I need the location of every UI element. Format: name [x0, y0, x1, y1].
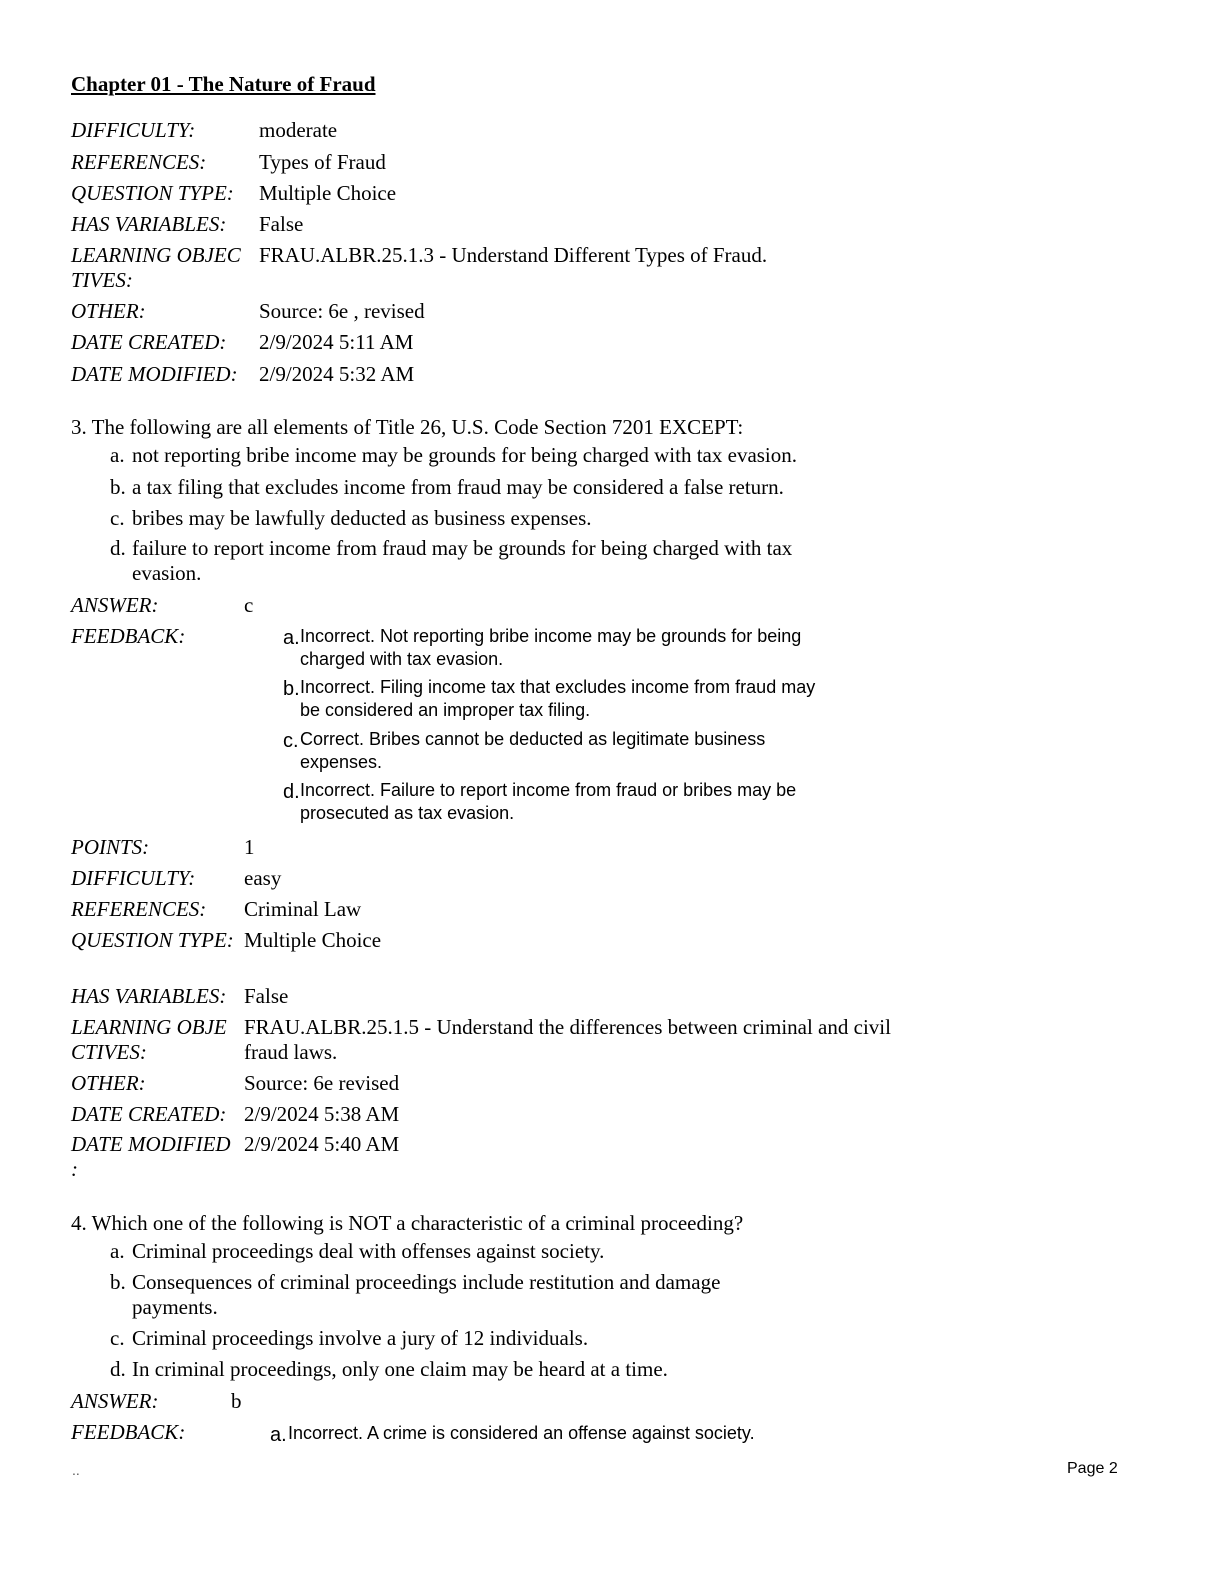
q3-answer-value: c: [244, 593, 254, 617]
q4-option-b-letter: b.: [110, 1270, 126, 1294]
date-created-label: DATE CREATED:: [71, 330, 227, 354]
q3-feedback-c-line1: Correct. Bribes cannot be deducted as legitimate business: [300, 729, 766, 749]
learning-objectives-label-line2: TIVES:: [71, 268, 133, 292]
q3-date-modified-label-line2: :: [71, 1157, 78, 1181]
q3-feedback-a-line1: Incorrect. Not reporting bribe income may be grounds for being: [300, 626, 802, 646]
has-variables-label: HAS VARIABLES:: [71, 212, 227, 236]
q3-option-d-text-line1: failure to report income from fraud may be grounds for being charged with tax: [132, 536, 793, 560]
q4-answer-value: b: [231, 1389, 242, 1413]
q3-option-a-text: not reporting bribe income may be grounds for being charged with tax evasion.: [132, 443, 798, 467]
difficulty-label: DIFFICULTY:: [71, 118, 196, 142]
date-modified-value: 2/9/2024 5:32 AM: [259, 362, 415, 386]
date-created-value: 2/9/2024 5:11 AM: [259, 330, 414, 354]
q3-learning-objectives-label-line2: CTIVES:: [71, 1040, 147, 1064]
q3-option-c-letter: c.: [110, 506, 125, 530]
other-label: OTHER:: [71, 299, 146, 323]
q4-option-c-letter: c.: [110, 1326, 125, 1350]
footer-dots: ..: [72, 1462, 80, 1478]
q4-option-c-text: Criminal proceedings involve a jury of 12 individuals.: [132, 1326, 589, 1350]
q3-feedback-d-line1: Incorrect. Failure to report income from fraud or bribes may be: [300, 780, 797, 800]
learning-objectives-label-line1: LEARNING OBJEC: [71, 243, 241, 267]
q3-learning-objectives-label-line1: LEARNING OBJE: [71, 1015, 227, 1039]
q3-option-c-text: bribes may be lawfully deducted as business expenses.: [132, 506, 592, 530]
q3-answer-label: ANSWER:: [71, 593, 159, 617]
q3-feedback-c-letter: c.: [283, 730, 299, 752]
q3-option-b-letter: b.: [110, 475, 126, 499]
q4-option-b-text-line2: payments.: [132, 1295, 218, 1319]
q3-date-created-label: DATE CREATED:: [71, 1102, 227, 1126]
other-value: Source: 6e , revised: [259, 299, 425, 323]
q4-answer-label: ANSWER:: [71, 1389, 159, 1413]
q3-other-label: OTHER:: [71, 1071, 146, 1095]
q3-feedback-b-line1: Incorrect. Filing income tax that excludes income from fraud may: [300, 677, 816, 697]
page-number: Page 2: [1067, 1460, 1118, 1477]
q3-option-d-letter: d.: [110, 536, 126, 560]
q3-learning-objectives-line2: fraud laws.: [244, 1040, 338, 1064]
q3-date-created-value: 2/9/2024 5:38 AM: [244, 1102, 400, 1126]
q4-option-a-letter: a.: [110, 1239, 125, 1263]
q4-option-d-text: In criminal proceedings, only one claim may be heard at a time.: [132, 1357, 668, 1381]
q3-question-type-label: QUESTION TYPE:: [71, 928, 234, 952]
q3-feedback-b-line2: be considered an improper tax filing.: [300, 700, 591, 720]
question-4-text: 4. Which one of the following is NOT a characteristic of a criminal proceeding?: [71, 1211, 744, 1235]
q4-option-b-text-line1: Consequences of criminal proceedings include restitution and damage: [132, 1270, 721, 1294]
q4-feedback-a-letter: a.: [270, 1424, 287, 1446]
q3-feedback-d-line2: prosecuted as tax evasion.: [300, 803, 515, 823]
question-type-label: QUESTION TYPE:: [71, 181, 234, 205]
q3-feedback-b-letter: b.: [283, 678, 300, 700]
q3-option-b-text: a tax filing that excludes income from fraud may be considered a false return.: [132, 475, 784, 499]
q3-feedback-d-letter: d.: [283, 781, 300, 803]
date-modified-label: DATE MODIFIED:: [71, 362, 238, 386]
chapter-title: Chapter 01 - The Nature of Fraud: [71, 72, 376, 96]
q3-learning-objectives-line1: FRAU.ALBR.25.1.5 - Understand the differences between criminal and civil: [244, 1015, 891, 1039]
q3-question-type-value: Multiple Choice: [244, 928, 382, 952]
has-variables-value: False: [259, 212, 304, 236]
question-3-text: 3. The following are all elements of Title 26, U.S. Code Section 7201 EXCEPT:: [71, 415, 744, 439]
references-value: Types of Fraud: [259, 150, 386, 174]
q3-feedback-label: FEEDBACK:: [71, 624, 186, 648]
q3-references-label: REFERENCES:: [71, 897, 207, 921]
q3-difficulty-label: DIFFICULTY:: [71, 866, 196, 890]
q3-has-variables-value: False: [244, 984, 289, 1008]
learning-objectives-value: FRAU.ALBR.25.1.3 - Understand Different Types of Fraud.: [259, 243, 768, 267]
q4-option-d-letter: d.: [110, 1357, 126, 1381]
q3-feedback-a-letter: a.: [283, 627, 300, 649]
q3-points-label: POINTS:: [71, 835, 150, 859]
q3-option-d-text-line2: evasion.: [132, 561, 202, 585]
q4-feedback-label: FEEDBACK:: [71, 1420, 186, 1444]
q3-date-modified-label-line1: DATE MODIFIED: [71, 1132, 231, 1156]
q3-feedback-c-line2: expenses.: [300, 752, 383, 772]
references-label: REFERENCES:: [71, 150, 207, 174]
q3-points-value: 1: [244, 835, 255, 859]
q3-option-a-letter: a.: [110, 443, 125, 467]
q3-difficulty-value: easy: [244, 866, 282, 890]
q4-feedback-a-text: Incorrect. A crime is considered an offense against society.: [288, 1423, 755, 1443]
question-type-value: Multiple Choice: [259, 181, 397, 205]
q3-has-variables-label: HAS VARIABLES:: [71, 984, 227, 1008]
q4-option-a-text: Criminal proceedings deal with offenses against society.: [132, 1239, 605, 1263]
q3-references-value: Criminal Law: [244, 897, 362, 921]
difficulty-value: moderate: [259, 118, 338, 142]
q3-other-value: Source: 6e revised: [244, 1071, 400, 1095]
q3-date-modified-value: 2/9/2024 5:40 AM: [244, 1132, 400, 1156]
q3-feedback-a-line2: charged with tax evasion.: [300, 649, 504, 669]
